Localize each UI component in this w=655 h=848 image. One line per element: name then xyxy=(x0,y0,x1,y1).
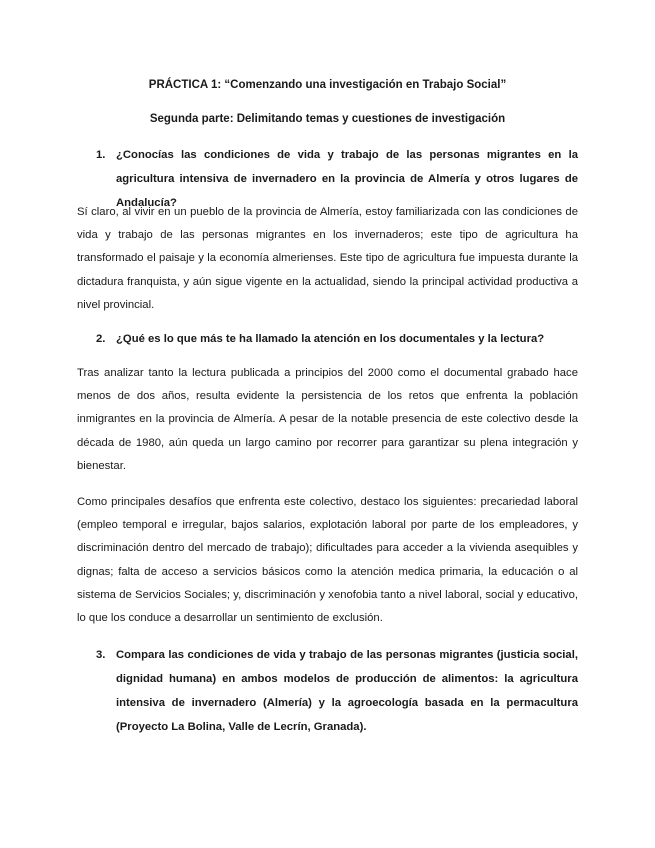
question-2-number: 2. xyxy=(96,333,106,345)
document-subtitle: Segunda parte: Delimitando temas y cuestiones de investigación xyxy=(149,113,506,125)
question-1-number: 1. xyxy=(96,149,106,161)
question-1-text: ¿Conocías las condiciones de vida y trabajo de las personas migrantes en la agricultura intensiva de invernadero en la provincia de Almería y otros lugares de Andalucía? xyxy=(116,149,578,209)
document-title: PRÁCTICA 1: “Comenzando una investigación en Trabajo Social” xyxy=(148,79,507,91)
answer-2-paragraph-2: Como principales desafíos que enfrenta este colectivo, destaco los siguientes: precariedad laboral (empleo temporal e irregular, bajos salarios, explotación laboral por parte de los empleadores, y discriminación dentro del mercado de trabajo); dificultades para acceder a la vivienda asequibles y dignas; falta de acceso a servicios básicos como la atención medica primaria, la educación o al sistema de Servicios Sociales; y, discriminación y xenofobia tanto a nivel laboral, social y educativo, lo que los conduce a desarrollar un sentimiento de exclusión. xyxy=(77,496,578,625)
answer-1-paragraph: Sí claro, al vivir en un pueblo de la provincia de Almería, estoy familiarizada con las condiciones de vida y trabajo de las personas migrantes en los invernaderos; este tipo de agricultura ha transformado el paisaje y la economía almerienses. Este tipo de agricultura fue impuesta durante la dictadura franquista, y aún sigue vigente en la actualidad, siendo la principal actividad productiva a nivel provincial. xyxy=(77,206,578,311)
question-3-text: Compara las condiciones de vida y trabajo de las personas migrantes (justicia social, dignidad humana) en ambos modelos de producción de alimentos: la agricultura intensiva de invernadero (Almería) y la agroecología basada en la permacultura (Proyecto La Bolina, Valle de Lecrín, Granada). xyxy=(116,649,578,733)
question-2 xyxy=(96,327,578,351)
answer-2-paragraph-1: Tras analizar tanto la lectura publicada a principios del 2000 como el documental grabado hace menos de dos años, resulta evidente la persistencia de los retos que enfrenta la población inmigrantes en la provincia de Almería. A pesar de la notable presencia de este colectivo desde la década de 1980, aún queda un largo camino por recorrer para garantizar su plena integración y bienestar. xyxy=(77,367,578,472)
question-3-number: 3. xyxy=(96,649,106,661)
question-3 xyxy=(96,643,578,739)
question-2-text: ¿Qué es lo que más te ha llamado la atención en los documentales y la lectura? xyxy=(116,333,545,345)
